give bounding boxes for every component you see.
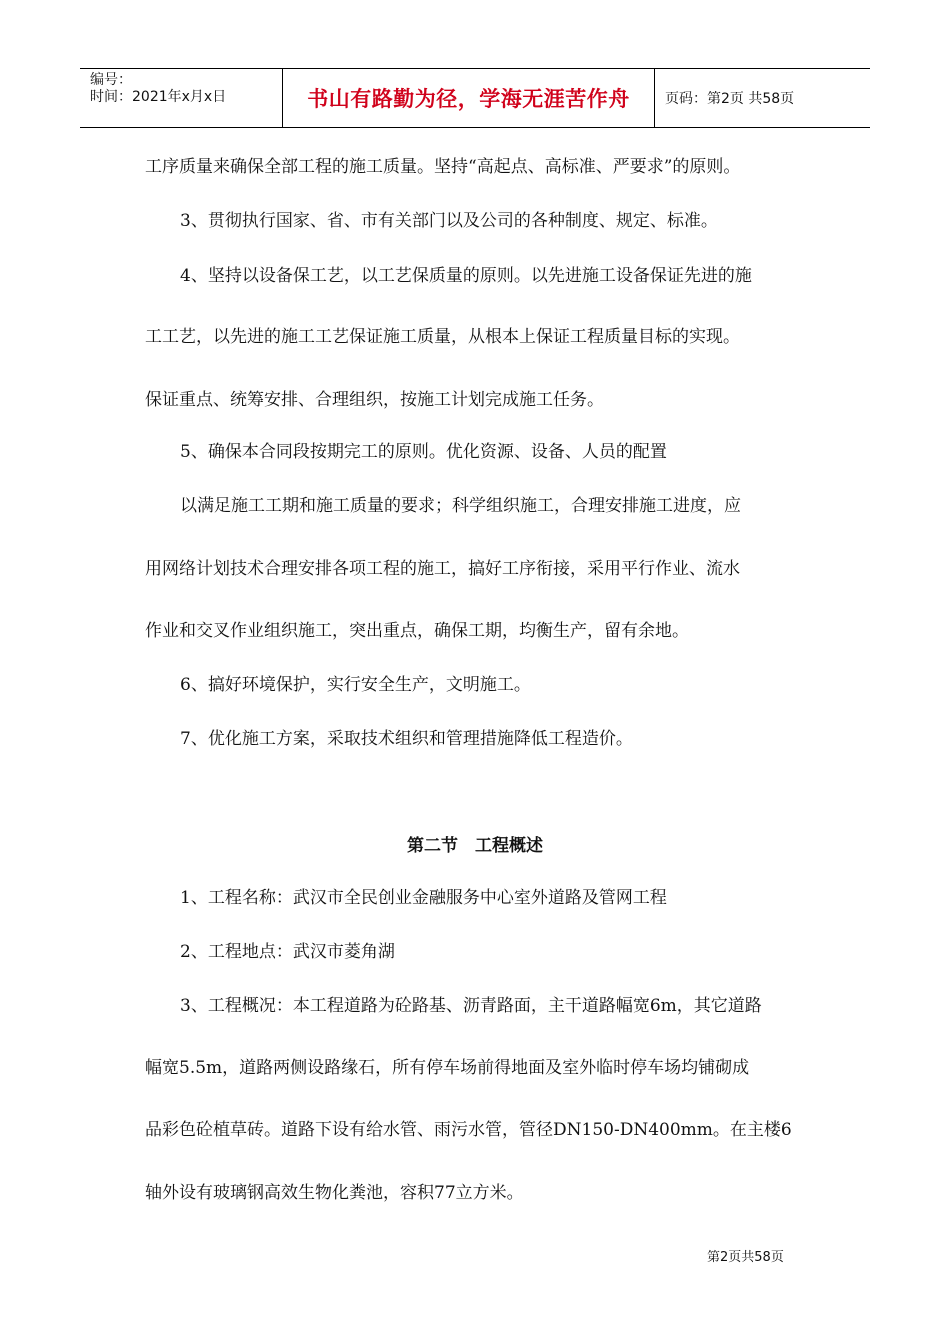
body-line: 6、搞好环境保护，实行安全生产，文明施工。 (180, 675, 531, 695)
header-page-info: 页码：第2页 共58页 (665, 91, 795, 107)
body-line: 工序质量来确保全部工程的施工质量。坚持“高起点、高标准、严要求”的原则。 (145, 157, 741, 177)
page-header (80, 68, 870, 128)
document-time-label: 时间：2021年x月x日 (90, 89, 227, 105)
body-line: 3、贯彻执行国家、省、市有关部门以及公司的各种制度、规定、标准。 (180, 211, 718, 231)
page-footer: 第2页共58页 (707, 1250, 784, 1265)
body-line: 2、工程地点：武汉市菱角湖 (180, 942, 395, 962)
document-code-label: 编号： (90, 72, 132, 88)
body-line: 品彩色砼植草砖。道路下设有给水管、雨污水管，管径DN150-DN400mm。在主楼6 (145, 1120, 792, 1140)
body-line: 幅宽5.5m，道路两侧设路缘石，所有停车场前得地面及室外临时停车场均铺砌成 (145, 1058, 750, 1078)
body-line: 3、工程概况：本工程道路为砼路基、沥青路面，主干道路幅宽6m，其它道路 (180, 996, 762, 1016)
body-line: 7、优化施工方案，采取技术组织和管理措施降低工程造价。 (180, 729, 633, 749)
body-line: 用网络计划技术合理安排各项工程的施工，搞好工序衔接，采用平行作业、流水 (145, 559, 740, 579)
body-line: 4、坚持以设备保工艺，以工艺保质量的原则。以先进施工设备保证先进的施 (180, 266, 752, 286)
body-line: 5、确保本合同段按期完工的原则。优化资源、设备、人员的配置 (180, 442, 667, 462)
body-line: 工工艺，以先进的施工工艺保证施工质量，从根本上保证工程质量目标的实现。 (145, 327, 740, 347)
header-meta (80, 69, 282, 127)
body-line: 以满足施工工期和施工质量的要求；科学组织施工，合理安排施工进度，应 (180, 496, 741, 516)
header-motto: 书山有路勤为径，学海无涯苦作舟 (282, 69, 655, 127)
body-line: 保证重点、统筹安排、合理组织，按施工计划完成施工任务。 (145, 390, 604, 410)
section-heading: 第二节 工程概述 (407, 836, 543, 856)
body-line: 作业和交叉作业组织施工，突出重点，确保工期，均衡生产，留有余地。 (145, 621, 689, 641)
body-line: 1、工程名称：武汉市全民创业金融服务中心室外道路及管网工程 (180, 888, 667, 908)
body-line: 轴外设有玻璃钢高效生物化粪池，容积77立方米。 (145, 1183, 524, 1203)
